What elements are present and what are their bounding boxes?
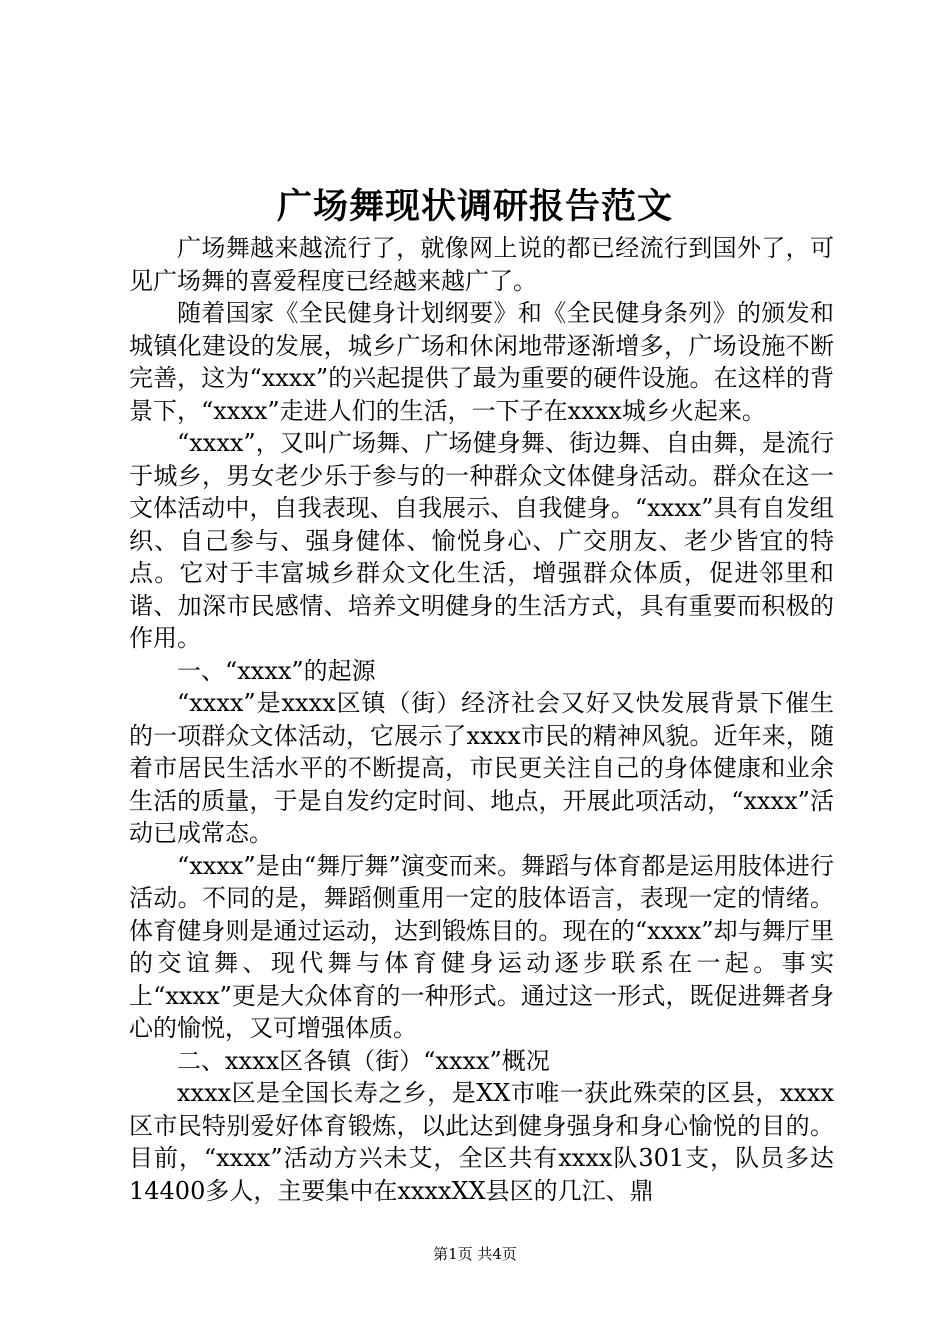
paragraph-evolution: “xxxx”是由“舞厅舞”演变而来。舞蹈与体育都是运用肢体进行活动。不同的是，舞蹈侧重用一定的肢体语言，表现一定的情绪。体育健身则是通过运动，达到锻炼目的。现在的“xxxx”却与舞厅里的交谊舞、现代舞与体育健身运动逐步联系在一起。事实上“xxxx”更是大众体育的一种形式。通过这一形式，既促进舞者身心的愉悦，又可增强体质。 bbox=[129, 851, 834, 1042]
paragraph-definition: “xxxx”，又叫广场舞、广场健身舞、街边舞、自由舞，是流行于城乡，男女老少乐于参与的一种群众文体健身活动。群众在这一文体活动中，自我表现、自我展示、自我健身。“xxxx”具有自发组织、自己参与、强身健体、愉悦身心、广交朋友、老少皆宜的特点。它对于丰富城乡群众文化生活，增强群众体质，促进邻里和谐、加深市民感情、培养文明健身的生活方式，具有重要而积极的作用。 bbox=[129, 429, 834, 652]
section-heading-origin: 一、“xxxx”的起源 bbox=[177, 656, 376, 685]
document-title: 广场舞现状调研报告范文 bbox=[276, 186, 673, 227]
paragraph-origin: “xxxx”是xxxx区镇（街）经济社会又好又快发展背景下催生的一项群众文体活动，它展示了xxxx市民的精神风貌。近年来，随着市居民生活水平的不断提高，市民更关注自己的身体健康和业余生活的质量，于是自发约定时间、地点，开展此项活动，“xxxx”活动已成常态。 bbox=[129, 689, 834, 847]
paragraph-intro: 广场舞越来越流行了，就像网上说的都已经流行到国外了，可见广场舞的喜爱程度已经越来越广了。 bbox=[129, 234, 834, 295]
paragraph-overview: xxxx区是全国长寿之乡，是XX市唯一获此殊荣的区县，xxxx区市民特别爱好体育锻炼，以此达到健身强身和身心愉悦的目的。目前，“xxxx”活动方兴未艾，全区共有xxxx队301支，队员多达14400多人，主要集中在xxxxXX县区的几江、鼎 bbox=[129, 1079, 834, 1205]
document-body bbox=[129, 232, 834, 1207]
section-heading-overview: 二、xxxx区各镇（街）“xxxx”概况 bbox=[177, 1046, 550, 1075]
page-footer: 第1页 共4页 bbox=[433, 1245, 517, 1263]
paragraph-background: 随着国家《全民健身计划纲要》和《全民健身条列》的颁发和城镇化建设的发展，城乡广场和休闲地带逐渐增多，广场设施不断完善，这为“xxxx”的兴起提供了最为重要的硬件设施。在这样的背景下，“xxxx”走进人们的生活，一下子在xxxx城乡火起来。 bbox=[129, 299, 834, 425]
